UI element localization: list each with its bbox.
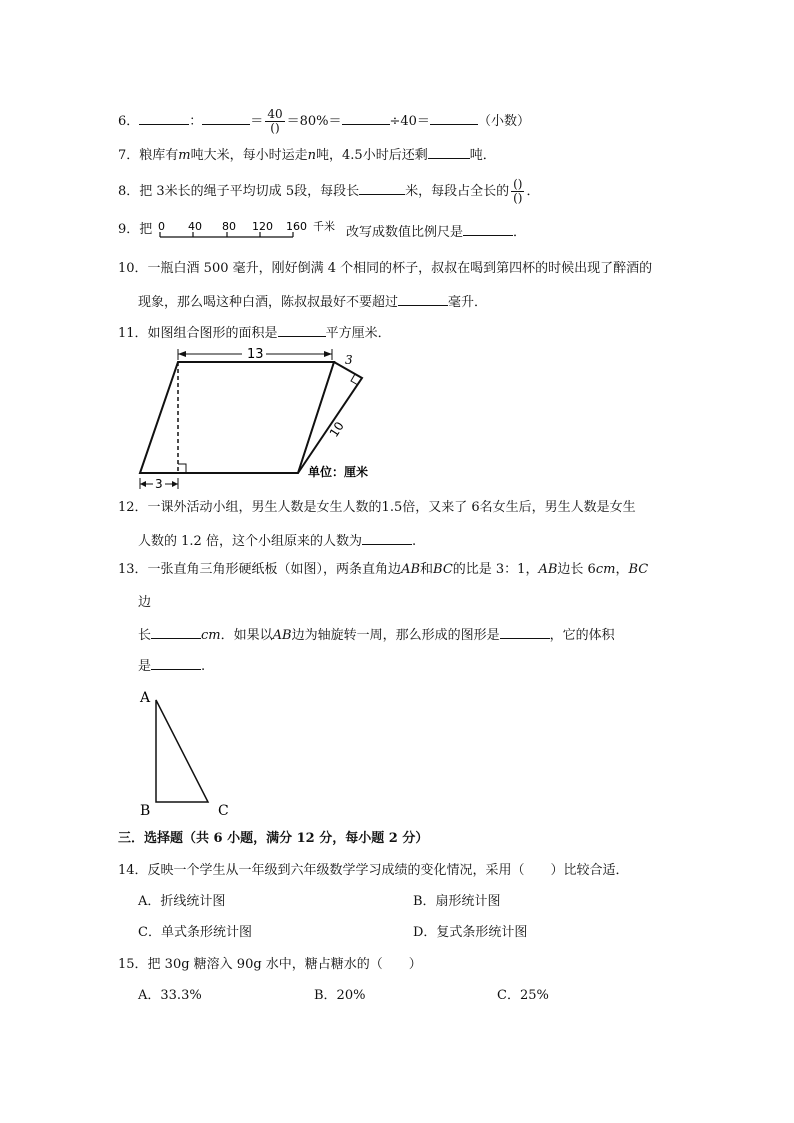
question-13-line2	[138, 594, 151, 612]
question-12-line2	[138, 530, 416, 551]
segment-ab: AB	[401, 562, 421, 577]
unit-cm: cm	[595, 562, 616, 577]
question-text: 吨大米，每小时运走	[190, 148, 308, 163]
question-number: 12．	[118, 500, 148, 515]
answer-blank[interactable]	[359, 180, 405, 195]
answer-blank[interactable]	[151, 655, 201, 670]
vertex-a-label: A	[140, 690, 151, 706]
question-text: 如图组合图形的面积是	[147, 326, 278, 341]
question-13-line4	[138, 655, 205, 676]
question-text: 和	[420, 562, 434, 577]
option-c[interactable]: C．单式条形统计图	[138, 925, 252, 940]
question-13	[118, 561, 648, 579]
slant-side-label: 10	[326, 419, 347, 440]
equation-part: ÷40＝	[389, 114, 430, 129]
question-8	[118, 178, 540, 205]
question-text: ．如果以	[220, 628, 273, 643]
vertex-c-label: C	[218, 803, 229, 819]
answer-blank[interactable]	[202, 110, 250, 125]
option-c[interactable]: C．25%	[497, 988, 549, 1003]
question-text: ．	[526, 184, 540, 199]
question-text: 的比是 3：1，	[452, 562, 539, 577]
fraction-denominator: ()	[270, 121, 280, 135]
question-text: 反映一个学生从一年级到六年级数学学习成绩的变化情况，采用（ ）比较合适．	[147, 863, 629, 878]
option-b[interactable]: B．扇形统计图	[413, 894, 501, 909]
question-12	[118, 499, 636, 517]
scale-tick-label: 80	[222, 220, 236, 233]
question-text: ，	[615, 562, 629, 577]
small-side-label: 3	[345, 353, 353, 367]
question-number: 14．	[118, 863, 148, 878]
option-a[interactable]: A．33.3%	[138, 988, 202, 1003]
fraction-denominator: ()	[513, 191, 523, 205]
question-text: 吨．	[469, 148, 496, 163]
segment-ab: AB	[538, 562, 558, 577]
question-6	[118, 108, 530, 135]
composite-shape-figure	[130, 340, 400, 490]
answer-blank[interactable]	[278, 322, 326, 337]
colon: ：	[189, 114, 203, 129]
equation-part: ＝80%＝	[286, 114, 342, 129]
question-text: 吨，4.5小时后还剩	[316, 148, 428, 163]
question-text: 长	[138, 628, 152, 643]
fraction-numerator: ()	[513, 177, 523, 191]
question-text: 边	[138, 595, 152, 610]
answer-blank[interactable]	[463, 221, 513, 236]
segment-ab: AB	[272, 628, 292, 643]
fraction-numerator: 40	[267, 107, 283, 121]
answer-blank[interactable]	[151, 624, 201, 639]
segment-bc: BC	[433, 562, 453, 577]
question-text: 毫升．	[448, 295, 488, 310]
question-text: 边为轴旋转一周，那么形成的图形是	[291, 628, 500, 643]
question-text: .	[411, 534, 417, 549]
question-text: 人数的 1.2 倍，这个小组原来的人数为	[138, 534, 362, 549]
bottom-length-label: 3	[155, 477, 163, 491]
variable-n: n	[307, 148, 317, 163]
answer-blank[interactable]	[500, 624, 550, 639]
question-text: 是	[138, 659, 152, 674]
question-text: 边长 6	[557, 562, 596, 577]
answer-blank[interactable]	[428, 144, 470, 159]
variable-m: m	[178, 148, 191, 163]
question-number: 10．	[118, 261, 148, 276]
scale-tick-label: 160	[286, 220, 307, 233]
right-triangle-figure	[134, 684, 244, 824]
scale-tick-label: 40	[188, 220, 202, 233]
scale-tick-label: 120	[252, 220, 273, 233]
question-7	[118, 144, 496, 165]
question-text: 现象，那么喝这种白酒，陈叔叔最好不要超过	[138, 295, 399, 310]
fraction	[511, 178, 524, 205]
question-number: 6．	[118, 114, 140, 129]
vertex-b-label: B	[140, 803, 151, 819]
question-text: 一张直角三角形硬纸板（如图），两条直角边	[147, 562, 402, 577]
line-scale-figure	[156, 219, 346, 243]
answer-blank[interactable]	[362, 530, 412, 545]
question-text: 米，每段占全长的	[405, 184, 510, 199]
question-number: 8．	[118, 184, 140, 199]
question-text: 粮库有	[139, 148, 179, 163]
question-text: 一瓶白酒 500 毫升，刚好倒满 4 个相同的杯子，叔叔在喝到第四杯的时候出现了醉酒的	[147, 261, 653, 276]
question-13-line3	[138, 624, 615, 645]
question-text: 把 30g 糖溶入 90g 水中，糖占糖水的（ ）	[147, 957, 422, 972]
question-14	[118, 862, 629, 880]
question-text: 把	[139, 222, 153, 237]
question-10	[118, 260, 652, 278]
question-9-tail	[346, 221, 526, 242]
answer-blank[interactable]	[342, 110, 390, 125]
question-text: ，它的体积	[549, 628, 615, 643]
scale-tick-label: 0	[158, 220, 165, 233]
question-text: 一课外活动小组，男生人数是女生人数的1.5倍，又来了 6名女生后，男生人数是女生	[147, 500, 636, 515]
question-number: 7．	[118, 148, 140, 163]
top-length-label: 13	[247, 347, 264, 362]
answer-blank[interactable]	[139, 110, 189, 125]
option-a[interactable]: A．折线统计图	[138, 894, 226, 909]
question-number: 13．	[118, 562, 148, 577]
question-text: 平方厘米．	[325, 326, 391, 341]
question-number: 11．	[118, 326, 148, 341]
section-title: 三．选择题（共 6 小题，满分 12 分，每小题 2 分）	[118, 831, 429, 846]
question-text: 把 3米长的绳子平均切成 5段，每段长	[139, 184, 360, 199]
question-9	[118, 221, 152, 239]
question-number: 9．	[118, 222, 140, 237]
question-text: 改写成数值比例尺是	[346, 225, 464, 240]
question-10-line2	[138, 291, 487, 312]
answer-blank[interactable]	[398, 291, 448, 306]
unit-label: 单位：厘米	[308, 465, 369, 479]
question-number: 15．	[118, 957, 148, 972]
option-d[interactable]: D．复式条形统计图	[413, 925, 528, 940]
question-text: ．	[513, 225, 527, 240]
answer-blank[interactable]	[430, 110, 478, 125]
question-15	[118, 956, 422, 974]
hint-text: （小数）	[477, 114, 530, 129]
scale-unit-label: 千米	[313, 220, 335, 233]
unit-cm: cm	[201, 628, 221, 643]
fraction	[265, 108, 284, 135]
segment-bc: BC	[628, 562, 649, 577]
option-b[interactable]: B．20%	[314, 988, 366, 1003]
equals: ＝	[250, 114, 264, 129]
question-text: .	[201, 659, 206, 674]
